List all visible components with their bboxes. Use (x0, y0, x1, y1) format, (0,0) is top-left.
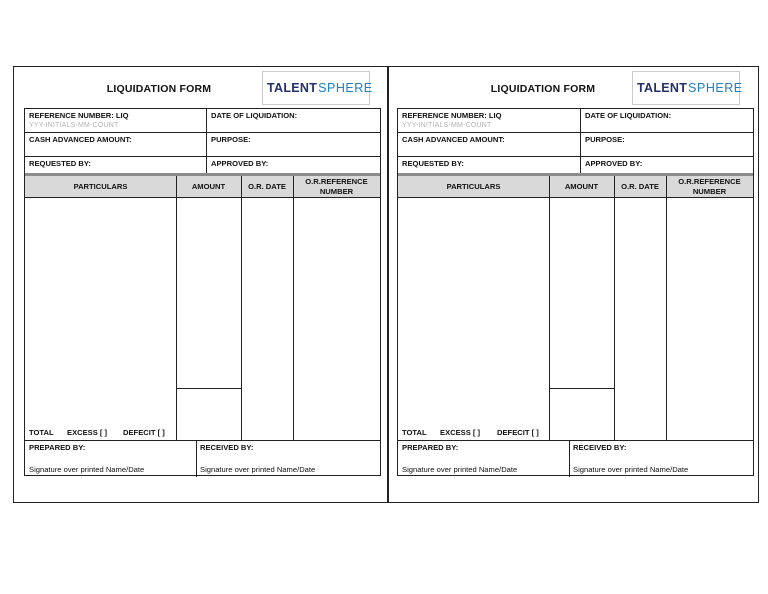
date-of-liquidation-label: DATE OF LIQUIDATION: (211, 111, 298, 120)
requested-by-label: REQUESTED BY: (29, 159, 91, 168)
received-by-label: RECEIVED BY: (573, 443, 627, 452)
prepared-by-label: PREPARED BY: (402, 443, 459, 452)
reference-number-label: REFERENCE NUMBER: LIQ (402, 111, 502, 120)
deficit-checkbox[interactable]: DEFECIT [ ] (123, 428, 165, 437)
received-signature-line: Signature over printed Name/Date (573, 465, 689, 474)
approved-by-label: APPROVED BY: (585, 159, 643, 168)
company-logo (632, 71, 743, 105)
column-or-date: O.R. DATE (621, 182, 659, 191)
excess-checkbox[interactable]: EXCESS [ ] (67, 428, 108, 437)
prepared-by-label: PREPARED BY: (29, 443, 86, 452)
reference-number-placeholder[interactable]: YYY-INITIALS-MM-COUNT (402, 122, 492, 129)
reference-number-placeholder[interactable]: YYY-INITIALS-MM-COUNT (29, 122, 119, 129)
form-title: LIQUIDATION FORM (106, 83, 212, 95)
logo-text-sphere: SPHERE (688, 81, 743, 95)
liquidation-form-right (388, 67, 761, 502)
form-table (397, 108, 754, 476)
prepared-signature-line: Signature over printed Name/Date (402, 465, 518, 474)
column-or-date: O.R. DATE (248, 182, 286, 191)
reference-number-label: REFERENCE NUMBER: LIQ (29, 111, 129, 120)
column-amount: AMOUNT (564, 182, 599, 191)
excess-checkbox[interactable]: EXCESS [ ] (440, 428, 481, 437)
cash-advanced-label: CASH ADVANCED AMOUNT: (402, 135, 505, 144)
date-of-liquidation-label: DATE OF LIQUIDATION: (585, 111, 672, 120)
column-amount: AMOUNT (191, 182, 226, 191)
received-by-label: RECEIVED BY: (200, 443, 254, 452)
requested-by-label: REQUESTED BY: (402, 159, 464, 168)
logo-text-talent: TALENT (267, 81, 318, 95)
column-particulars: PARTICULARS (446, 182, 501, 191)
form-table (24, 108, 381, 476)
logo-text-sphere: SPHERE (318, 81, 373, 95)
received-signature-line: Signature over printed Name/Date (200, 465, 316, 474)
purpose-label: PURPOSE: (585, 135, 625, 144)
company-logo (262, 71, 373, 105)
prepared-signature-line: Signature over printed Name/Date (29, 465, 145, 474)
column-or-reference-number: O.R.REFERENCE NUMBER (305, 177, 368, 196)
purpose-label: PURPOSE: (211, 135, 251, 144)
column-or-reference-number: O.R.REFERENCE NUMBER (678, 177, 741, 196)
logo-text-talent: TALENT (637, 81, 688, 95)
total-label: TOTAL (29, 428, 54, 437)
liquidation-sheet (13, 66, 759, 503)
approved-by-label: APPROVED BY: (211, 159, 269, 168)
column-particulars: PARTICULARS (73, 182, 128, 191)
liquidation-form-left (14, 67, 387, 502)
form-title: LIQUIDATION FORM (490, 83, 596, 95)
cash-advanced-label: CASH ADVANCED AMOUNT: (29, 135, 132, 144)
total-label: TOTAL (402, 428, 427, 437)
deficit-checkbox[interactable]: DEFECIT [ ] (497, 428, 539, 437)
